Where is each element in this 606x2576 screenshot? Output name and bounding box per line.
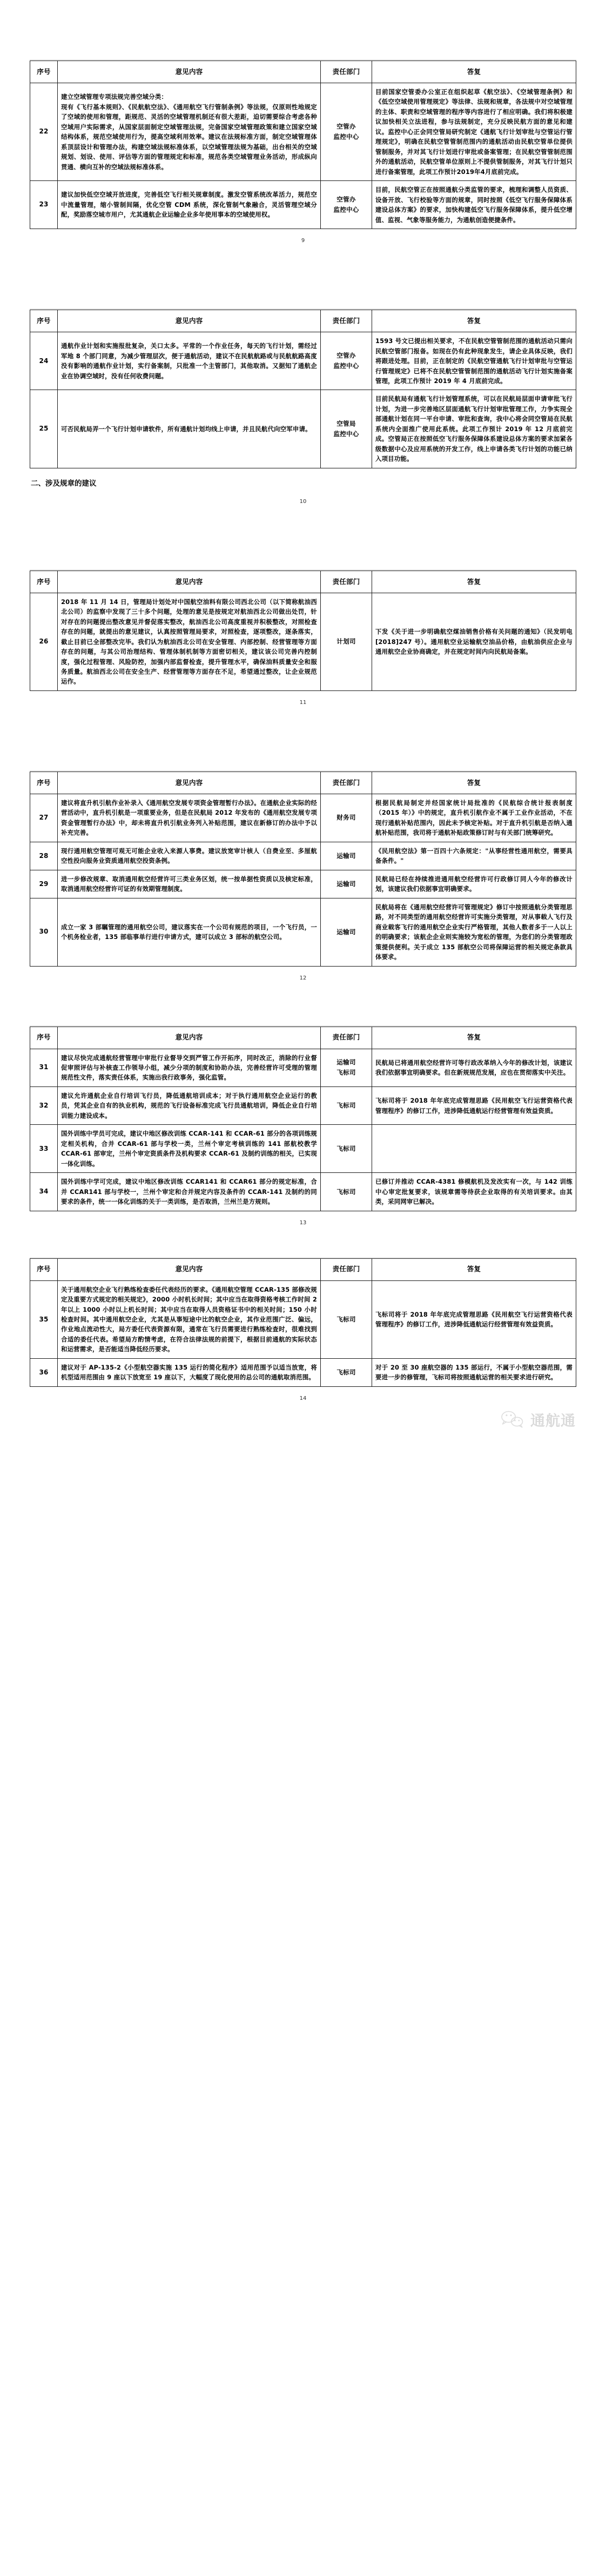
column-header-reply: 答复 xyxy=(372,772,576,794)
row-reply: 1593 号文已提出相关要求，不在民航空管管制范围的通航活动只需向民航空管部门报备。如现在仍有此种现象发生，请企业具体反映，我们将跟进处理。目前，正在制定的《民航空管通航飞行计划审批与空管运行管理规定》已将不在民航空管管制范围的通航活动飞行计划实施备案管理，此项工作预计 2019 年 4 月底前完成。 xyxy=(372,332,576,390)
table-header-row xyxy=(30,310,576,332)
row-department: 飞标司 xyxy=(321,1086,372,1124)
table-header-row xyxy=(30,571,576,593)
column-header-opinion: 意见内容 xyxy=(58,772,321,794)
table-row xyxy=(30,1125,576,1173)
page-top-spacer xyxy=(30,0,576,59)
column-header-department: 责任部门 xyxy=(321,61,372,83)
page-number: 14 xyxy=(299,1395,307,1401)
row-reply: 《民用航空法》第一百四十六条规定："从事经营性通用航空，需要具备条件。" xyxy=(372,842,576,870)
opinions-table-page-9 xyxy=(30,61,576,229)
row-number: 33 xyxy=(30,1125,58,1173)
table-row xyxy=(30,1049,576,1086)
table-header-row xyxy=(30,1258,576,1280)
row-opinion: 关于通用航空企业飞行熟练检查委任代表经历的要求。《通用航空管理 CCAR-135 部修改规定及重要方式规定的相关规定》，2000 小时机长时间；其中应当在取得资格考核工作时间 2 年以上 1000 小时以上机长时间；其中应当在取得人员资格证书中的相关时间；150 小时检查时间。其中通用航空企业，尤其是从事短途中比的航空企业，其作业范围广泛、偏远，作业地点流动性大，局方委任代表资源有限，通常在飞行员需要进行熟练检查时，很难找到合适的委任代表。希望局方酌情考虑，在符合法律法规的前提下，根据目前通航的实际状态和运营需求，是否能适当降低经历要求。 xyxy=(58,1280,321,1358)
watermark-bar xyxy=(0,1401,606,1449)
row-opinion: 国外训练中学可完成，建议中地区修改训练 CCAR141 和 CCAR61 部分的规定标准，合并 CCAR141 部与学校一，兰州个审定和合并规定内容及条件的 CCAR-141 及制约的同要求的条件，统一一体化训练的关于一类训练，是否取消，兰州兰是方规则。 xyxy=(58,1173,321,1211)
table-header-row xyxy=(30,772,576,794)
page-number: 10 xyxy=(299,498,307,505)
row-reply: 目前国家空管委办公室正在组织起草《航空法》、《空域管理条例》和《低空空域使用管理规定》等法律、法规和规章，各法规中对空域管理的主体、职责和空域管理的程序等内容进行了相应明确。我们将积极建议加快相关立法进程，参与法规制定，充分反映民航方面的意见和建议。监控中心正会同空管局研究制定《通航飞行计划审批与空管运行管理规定》，明确在民航空管管制范围内的通航活动由民航空管单位提供管制服务，并对其飞行计划进行审批或备案管理；在民航空管管制范围外的通航活动，民航空管单位原则上不提供管制服务，对其飞行计划只进行备案管理，此项工作预计2019年4月底前完成。 xyxy=(372,83,576,181)
table-row xyxy=(30,1173,576,1211)
column-header-no: 序号 xyxy=(30,1258,58,1280)
column-header-opinion: 意见内容 xyxy=(58,1027,321,1049)
row-reply: 已修订并推动 CCAR-4381 修模航机及发改实有一次，与 142 训练中心审定批复要求，该规章需等待获企业取得的有关培训要求。由其类，采同网审已解决。 xyxy=(372,1173,576,1211)
row-opinion: 建议对于 AP-135-2《小型航空器实施 135 运行的简化程序》适用范围予以适当放宽，将机型适用范围由 9 座以下放宽至 19 座以下，大幅度了现化使用的总公司的通航取消范围。 xyxy=(58,1358,321,1386)
column-header-opinion: 意见内容 xyxy=(58,310,321,332)
row-department: 飞标司 xyxy=(321,1280,372,1358)
row-number: 30 xyxy=(30,898,58,966)
table-header xyxy=(30,310,576,332)
table-header xyxy=(30,772,576,794)
row-opinion: 现行通用航空管理可观无可能企业收入来源人事费。建议放宽审计核人（自费业至、多厘航空性投向服务业资质通用航空投资条例。 xyxy=(58,842,321,870)
table-row xyxy=(30,390,576,468)
row-reply: 下发《关于进一步明确航空煤油销售价格有关问题的通知》（民发明电[2018]247 号）。通用航空业运输航空油品价格，由航油供应企业与通用航空企业协商确定，并在规定时间内向民航局备案。 xyxy=(372,593,576,690)
watermark-brand xyxy=(500,1409,576,1430)
page-break-gap xyxy=(0,981,606,1025)
row-number: 28 xyxy=(30,842,58,870)
page-top-rule xyxy=(30,569,576,570)
page-top-rule xyxy=(30,1257,576,1258)
row-number: 29 xyxy=(30,870,58,898)
row-number: 34 xyxy=(30,1173,58,1211)
column-header-reply: 答复 xyxy=(372,61,576,83)
page-number: 12 xyxy=(299,975,307,981)
document-page-9 xyxy=(0,0,606,244)
opinions-table-page-14 xyxy=(30,1258,576,1387)
table-body xyxy=(30,794,576,966)
row-department: 空管办 监控中心 xyxy=(321,181,372,229)
row-reply xyxy=(372,1125,576,1173)
column-header-department: 责任部门 xyxy=(321,1027,372,1049)
table-row xyxy=(30,842,576,870)
table-row xyxy=(30,181,576,229)
table-row xyxy=(30,1358,576,1386)
opinions-table-page-13 xyxy=(30,1027,576,1211)
page-top-rule xyxy=(30,308,576,309)
row-opinion: 建议尽快完成通航经营管理中审批行业督导交到严管工作开拓序，同时改正，消除的行业督促审照评估与补核查工作领导小组，减少分项的制度和协助办法，完善经营许可受理的管理规范性文件，落实责任体系，实施出我行政事务，强化监管。 xyxy=(58,1049,321,1086)
page-number: 9 xyxy=(301,238,305,244)
table-header xyxy=(30,571,576,593)
page-break-gap xyxy=(0,244,606,308)
page-break-gap xyxy=(0,1226,606,1257)
row-opinion: 建议加快低空空域开放进度，完善低空飞行相关规章制度。激发空管系统改革活力，规范空中流量管理，缩小管制间隔，优化空管 CDM 系统，深化管制气象融合，灵活管理空域分配，奖励落空城市用户，尤其通航企业运输企业多年使用事本的空域使用权。 xyxy=(58,181,321,229)
column-header-department: 责任部门 xyxy=(321,571,372,593)
opinions-table-page-10 xyxy=(30,310,576,468)
document-page-10 xyxy=(0,308,606,505)
row-department: 财务司 xyxy=(321,794,372,842)
row-opinion: 通航作业计划和实施报批复杂，关口太多。平常的一个作业任务，每天的飞行计划，需经过军地 8 个部门同意，为减少管理层次，便于通航活动，建议不在民航航路或与民航航路高度没有影响的通航作业计划，实行备案制，只批准一个主管部门，其他取消。又据知了通航企业在协调空域时，没有任何收费问题。 xyxy=(58,332,321,390)
page-break-gap xyxy=(0,505,606,569)
table-header xyxy=(30,1027,576,1049)
column-header-opinion: 意见内容 xyxy=(58,61,321,83)
table-body xyxy=(30,593,576,690)
row-number: 25 xyxy=(30,390,58,468)
column-header-opinion: 意见内容 xyxy=(58,571,321,593)
page-number: 11 xyxy=(299,699,307,706)
wechat-logo-icon xyxy=(500,1410,526,1428)
row-number: 22 xyxy=(30,83,58,181)
row-number: 23 xyxy=(30,181,58,229)
row-number: 24 xyxy=(30,332,58,390)
page-top-rule xyxy=(30,1025,576,1026)
row-reply: 民航局已经在持续推进通用航空经营许可行政修订同人今年的修改计划，该建议我们依据事宜明确要求。 xyxy=(372,870,576,898)
document-page-13 xyxy=(0,1025,606,1226)
table-body xyxy=(30,1280,576,1386)
table-row xyxy=(30,332,576,390)
row-reply: 飞标司将于 2018 年年底完成管理思路《民用航空飞行运营资格代表管理程序》的修订工作，进涉降低通航运行经营管理有效益资质。 xyxy=(372,1280,576,1358)
table-body xyxy=(30,83,576,229)
row-department: 空管局 监控中心 xyxy=(321,390,372,468)
column-header-department: 责任部门 xyxy=(321,310,372,332)
row-department: 运输司 xyxy=(321,870,372,898)
row-department: 飞标司 xyxy=(321,1125,372,1173)
page-top-rule xyxy=(30,770,576,771)
row-department: 运输司 飞标司 xyxy=(321,1049,372,1086)
opinions-table-page-11 xyxy=(30,571,576,691)
row-opinion: 建议允许通航企业自行培训飞行员，降低通航培训成本；对于执行通用航空企业运行的教员，凭其企业自有的执业机构，规范的飞行设备标准完成飞行员通航培训，降低企业自行培训能力建设成本。 xyxy=(58,1086,321,1124)
row-department: 空管办 监控中心 xyxy=(321,332,372,390)
column-header-no: 序号 xyxy=(30,310,58,332)
row-reply: 目前，民航空管正在按照通航分类监管的要求，梳理和调整人员资质、设备开放、飞行校验等方面的规章，同时按照《低空飞行服务保障体系建设总体方案》的要求，加快构建低空飞行服务保障体系，提升低空增值、监视、气象等服务能力，为通航创造便捷条件。 xyxy=(372,181,576,229)
column-header-no: 序号 xyxy=(30,571,58,593)
table-header-row xyxy=(30,1027,576,1049)
column-header-reply: 答复 xyxy=(372,310,576,332)
document-page-14 xyxy=(0,1257,606,1401)
row-number: 31 xyxy=(30,1049,58,1086)
row-opinion: 国外训练中学员可完成，建议中地区修改训练 CCAR-141 和 CCAR-61 部分的各项训练规定相关机构，合并 CCAR-61 部与学校一类，兰州个审定考核训练的 141 部航校教学 CCAR-61 部审定，兰州个审定资质条件及机构要求 CCAR-61 及制约训练的相关，已实现一体化训练。 xyxy=(58,1125,321,1173)
row-opinion: 建议将直升机引航作业补录入《通用航空发展专项资金管理暂行办法》。在通航企业实际的经营活动中，直升机引航是一项重要业务，但是在民航局 2012 年发布的《通用航空发展专项资金管理暂行办法》中，却未将直升机引航业务列入补贴范围，建议在新修订的办法中予以补充完善。 xyxy=(58,794,321,842)
document-page-11 xyxy=(0,569,606,706)
opinions-table-page-12 xyxy=(30,772,576,967)
page-number: 13 xyxy=(299,1219,307,1226)
table-header xyxy=(30,1258,576,1280)
table-row xyxy=(30,794,576,842)
section-heading: 二、涉及规章的建议 xyxy=(31,479,97,488)
column-header-reply: 答复 xyxy=(372,1258,576,1280)
column-header-no: 序号 xyxy=(30,1027,58,1049)
row-opinion: 可否民航局弄一个飞行计划申请软件，所有通航计划均线上申请，并且民航代向空军申请。 xyxy=(58,390,321,468)
table-header xyxy=(30,61,576,83)
table-row xyxy=(30,898,576,966)
row-number: 35 xyxy=(30,1280,58,1358)
row-number: 26 xyxy=(30,593,58,690)
row-department: 空管办 监控中心 xyxy=(321,83,372,181)
row-department: 计划司 xyxy=(321,593,372,690)
row-reply: 对于 20 至 30 座航空器的 135 部运行，不属于小型航空器范围，需要进一步的修管理，飞标司将按照通航运营的相关要求进行研究。 xyxy=(372,1358,576,1386)
table-row xyxy=(30,870,576,898)
row-department: 运输司 xyxy=(321,898,372,966)
watermark-label: 通航通 xyxy=(530,1412,576,1430)
column-header-department: 责任部门 xyxy=(321,772,372,794)
row-department: 飞标司 xyxy=(321,1358,372,1386)
row-number: 27 xyxy=(30,794,58,842)
row-opinion: 进一步修改规章、取消通用航空经营许可三类业务区划，统一按单据性资质以及核定标准，取消通用航空经营许可证的有效期管理制度。 xyxy=(58,870,321,898)
table-row xyxy=(30,83,576,181)
row-reply: 目前民航局有通航飞行计划管理系统，可以在民航局层面申请审批飞行计划，为进一步完善地区层面通航飞行计划审批管理工作，力争实现全部通航计划在同一平台申请、审批和查询，我中心将会同空管局在民航系统内全面推广使用此系统。此项工作预计 2019 年 12 月底前完成。空管局正在按照低空飞行服务保障体系建设总体方案的要求加紧各级数据中心及应用系统的开发工作，线上申请各类飞行计划的功能已纳入项目功能。 xyxy=(372,390,576,468)
row-department: 飞标司 xyxy=(321,1173,372,1211)
page-top-rule xyxy=(30,59,576,60)
table-row xyxy=(30,1280,576,1358)
row-reply: 根据民航局制定并经国家统计局批准的《民航综合统计报表制度（2015 年）》中的规定，直升机引航作业不属于工业作业活动，不在现行通航补贴范围内，因此未予核定补贴。对于直升机引航是否纳入通航补贴范围，我司将于通航补贴政策修订时与有关部门统筹研究。 xyxy=(372,794,576,842)
row-reply: 飞标司将于 2018 年年底完成管理思路《民用航空飞行运营资格代表管理程序》的修订工作，进涉降低通航运行经营管理有效益资质。 xyxy=(372,1086,576,1124)
row-opinion: 成立一家 3 部瞩管理的通用航空公司，建议落实在一个公司有规范的项目，一个飞行员，一个机务检业者，135 部临事单行进行申请方式，建可以成立 3 部标的航空公司。 xyxy=(58,898,321,966)
table-row xyxy=(30,593,576,690)
column-header-reply: 答复 xyxy=(372,1027,576,1049)
table-body xyxy=(30,332,576,468)
row-opinion: 2018 年 11 月 14 日，管理局计划处对中国航空油料有限公司西北公司（以下简称航油西北公司）的监察中发现了三十多个问题，处理的意见是按规定对航油西北公司做出处罚，针对存在的问题提出整改意见并督促落实整改，航油西北公司高度重视并积极整改，对照检查存在的问题，就提出的意见建议，认真按照管理局要求，对照检查，逐项整改，逐条落实，截止目前已全部整改完毕。我们认为航油西北公司在安全管理、内部控制、经营管理等方面存在的问题，与其公司治理结构、管理体制机制等方面密切相关，建议该公司完善内控制度，强化过程管理、风险防控，加强内部监督检查，提升管理水平，确保油料质量安全和服务质量。航油西北公司在安全生产、经营管理等方面存在不足，希望通过整改，让企业规范运作。 xyxy=(58,593,321,690)
row-number: 36 xyxy=(30,1358,58,1386)
document-page-12 xyxy=(0,770,606,981)
page-break-gap xyxy=(0,706,606,770)
row-reply: 民航局将在《通用航空经营许可管理规定》修订中按照通航分类管理思路，对不同类型的通用航空经营许可实施分类管理，对从事载人飞行及商业载客飞行的通用航空企业实行严格管理，其他人数者多于一人以上的明确要求；该航企企业则实施较为宽松的管理，为您们的分类管理政策提供便利。关于成立 135 部航空公司将保障运营的相关规定条款具体要求。 xyxy=(372,898,576,966)
table-row xyxy=(30,1086,576,1124)
table-body xyxy=(30,1049,576,1211)
column-header-no: 序号 xyxy=(30,772,58,794)
row-reply: 民航局已将通用航空经营许可等行政改革纳入今年的修改计划，该建议我们依据事宜明确要求。但在新规规范发展，应也在贯彻落实中关注。 xyxy=(372,1049,576,1086)
column-header-no: 序号 xyxy=(30,61,58,83)
row-number: 32 xyxy=(30,1086,58,1124)
table-header-row xyxy=(30,61,576,83)
column-header-reply: 答复 xyxy=(372,571,576,593)
row-opinion: 建立空域管理专项法规完善空域分类： 现有《飞行基本规则》、《民航航空法》、《通用航空飞行管制条例》等法规，仅原则性地规定了空域的使用和管理，距规范、灵活的空域管理机制还有很大差距，迫切需要综合考虑各种空域用户实际需求，从国家层面制定空域管理法规，完备国家空域管理政策和建立国家空域结构体系，规范空域使用行为，提高空域利用效率。建议在法规标准方面，制定空域管理体系顶层设计和管理办法，构建空域法规标准体系，以空域管理法规为基础，出台相关的空域规划、划设、使用、评估等方面的管理规定和标准，规范各类空域管理业务活动，形成纵向贯通、横向互补的空域法规标准体系。 xyxy=(58,83,321,181)
row-department: 运输司 xyxy=(321,842,372,870)
column-header-opinion: 意见内容 xyxy=(58,1258,321,1280)
column-header-department: 责任部门 xyxy=(321,1258,372,1280)
